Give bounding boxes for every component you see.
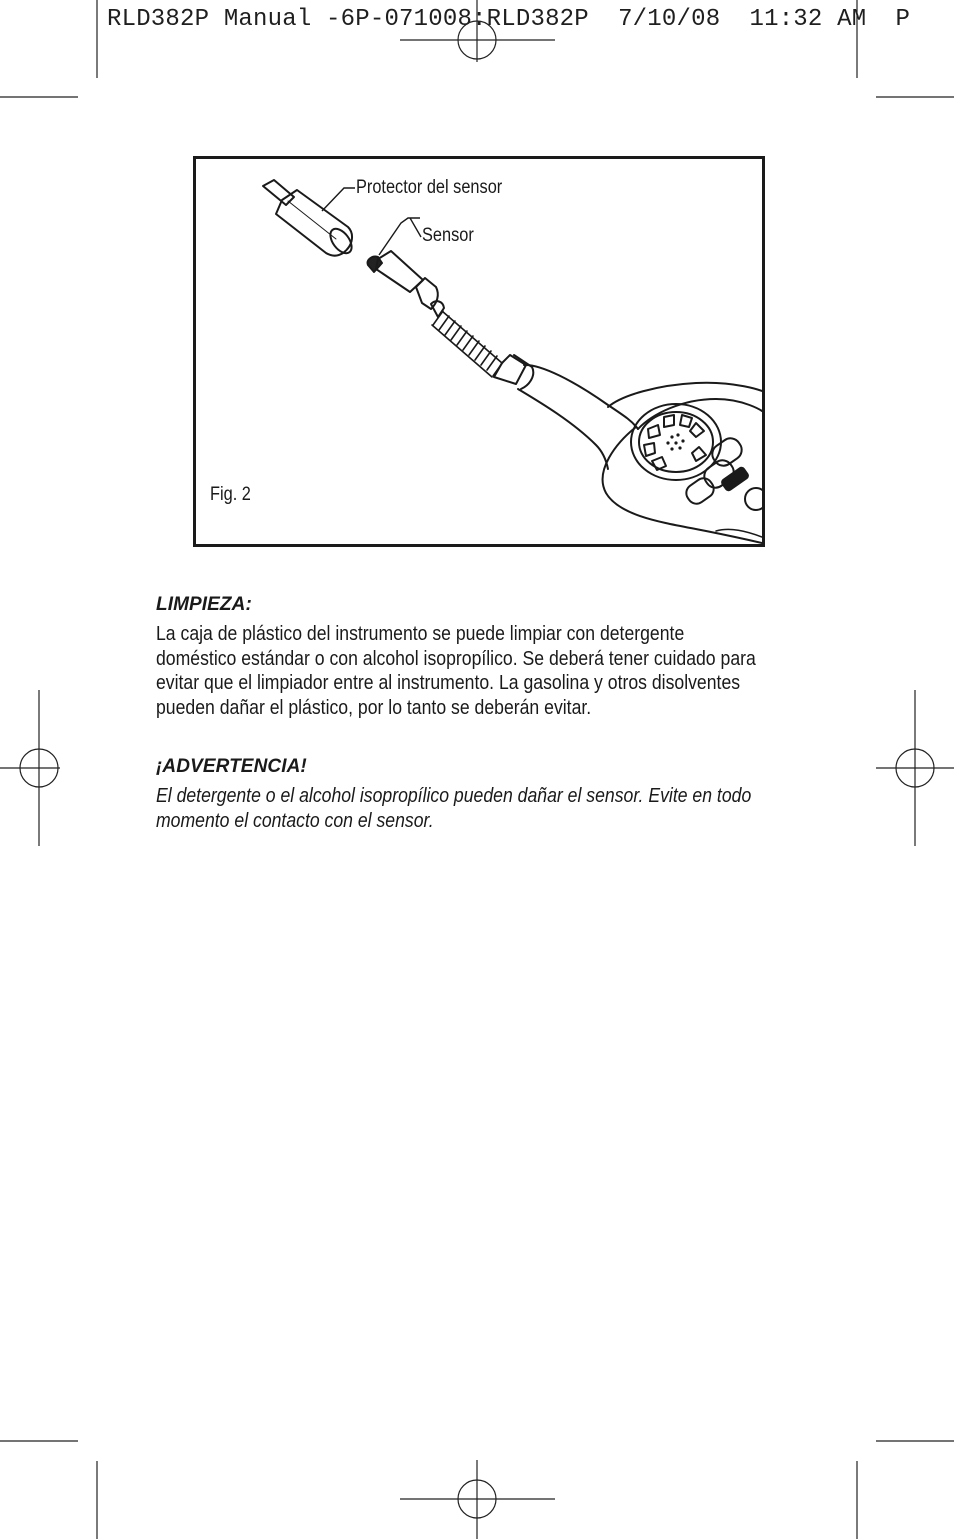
warning-heading: ¡ADVERTENCIA! [156,756,307,777]
warning-line: El detergente o el alcohol isopropílico pueden dañar el sensor. Evite en todo [156,784,752,807]
registration-mark-left [0,690,60,846]
leak-detector-illustration [196,159,762,544]
cleaning-line: La caja de plástico del instrumento se puede limpiar con detergente [156,622,685,645]
warning-paragraph [156,784,810,833]
handle-illustration [518,365,762,469]
cleaning-heading: LIMPIEZA: [156,594,252,615]
warning-section [156,756,856,833]
figure-2 [193,156,765,547]
callout-sensor-protector: Protector del sensor [356,177,503,198]
figure-label: Fig. 2 [210,484,251,505]
registration-mark-bottom [400,1460,555,1539]
sensor-protector-illustration [263,180,356,257]
gooseneck-illustration [432,311,503,377]
registration-mark-right [876,690,954,846]
handle-collar-illustration [494,355,533,389]
cleaning-paragraph [156,622,810,720]
cleaning-section [156,594,856,720]
cleaning-line: evitar que el limpiador entre al instrumento. La gasolina y otros disolventes [156,671,741,694]
sensor-tip-illustration [368,251,444,317]
print-slug: RLD382P Manual -6P-071008:RLD382P 7/10/08 11:32 AM P [107,6,911,33]
cleaning-line: pueden dañar el plástico, por lo tanto se deberán evitar. [156,695,592,719]
buttons-illustration [683,434,762,510]
warning-line: momento el contacto con el sensor. [156,808,434,832]
cleaning-line: doméstico estándar o con alcohol isopropílico. Se deberá tener cuidado para [156,646,756,670]
sensor-leader [379,218,421,255]
callout-sensor: Sensor [422,225,474,246]
protector-leader [322,188,355,211]
